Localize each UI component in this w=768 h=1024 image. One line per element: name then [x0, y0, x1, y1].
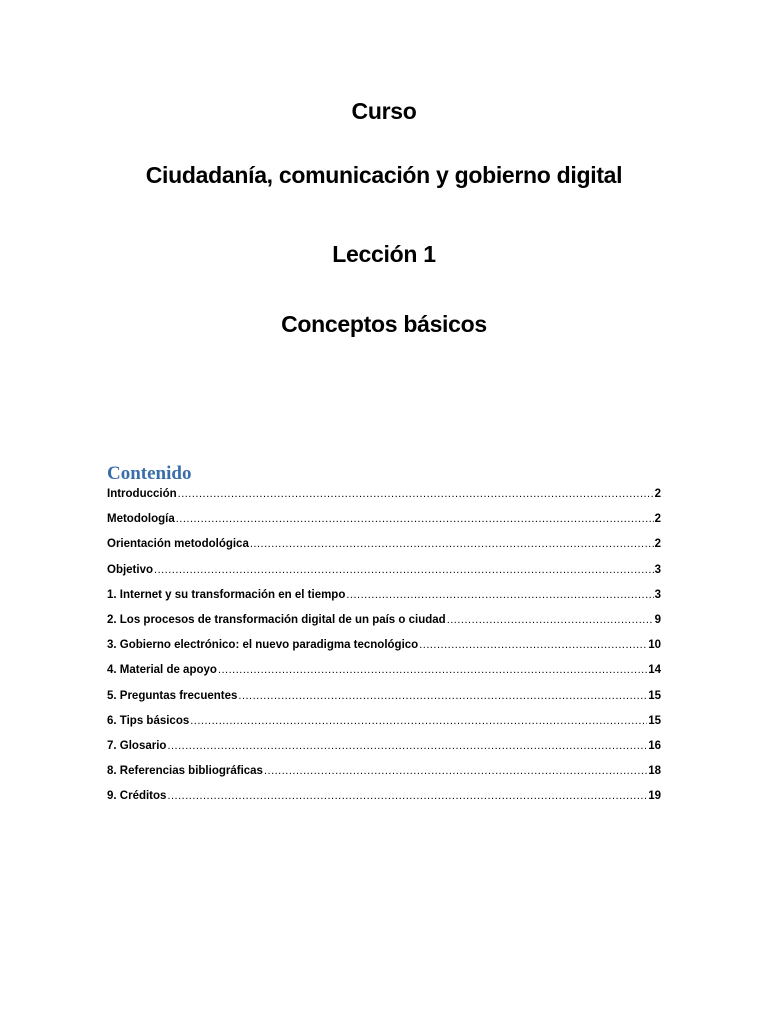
toc-heading: Contenido	[107, 463, 192, 484]
toc-entry[interactable]	[107, 589, 661, 614]
toc-entry[interactable]	[107, 790, 661, 815]
toc-entry[interactable]	[107, 614, 661, 639]
toc-entry-label: 8. Referencias bibliográficas	[107, 765, 263, 778]
toc-entry-page: 3	[654, 588, 661, 601]
toc-dot-leader	[419, 639, 647, 651]
toc-entry-page: 2	[654, 513, 661, 526]
toc-entry-page: 3	[654, 563, 661, 576]
toc-dot-leader	[154, 564, 654, 576]
toc-entry[interactable]	[107, 664, 661, 689]
toc-entry-page: 19	[648, 790, 661, 803]
toc-entry-page: 15	[648, 689, 661, 702]
toc-entry-page: 2	[654, 488, 661, 500]
toc-entry-label: 9. Créditos	[107, 790, 167, 803]
toc-list	[107, 488, 661, 815]
toc-entry[interactable]	[107, 538, 661, 563]
toc-entry[interactable]	[107, 690, 661, 715]
toc-entry-label: 7. Glosario	[107, 739, 167, 752]
toc-entry-page: 18	[648, 765, 661, 778]
toc-entry-label: Metodología	[107, 513, 175, 526]
toc-entry-page: 9	[654, 613, 661, 626]
toc-entry-page: 10	[648, 639, 661, 652]
toc-entry[interactable]	[107, 715, 661, 740]
toc-entry-page: 2	[654, 538, 661, 551]
toc-entry-label: Introducción	[107, 488, 177, 500]
toc-dot-leader	[167, 790, 647, 802]
toc-entry-page: 15	[648, 714, 661, 727]
toc-entry[interactable]	[107, 765, 661, 790]
toc-entry[interactable]	[107, 488, 661, 513]
toc-entry-page: 16	[648, 739, 661, 752]
table-of-contents	[107, 462, 661, 815]
course-label: Curso	[351, 98, 417, 124]
toc-dot-leader	[447, 614, 654, 626]
toc-entry-label: 3. Gobierno electrónico: el nuevo paradigma tecnológico	[107, 639, 419, 652]
toc-entry-label: 4. Material de apoyo	[107, 664, 217, 677]
toc-entry[interactable]	[107, 639, 661, 664]
toc-dot-leader	[178, 488, 654, 500]
toc-dot-leader	[167, 740, 647, 752]
toc-entry-label: 1. Internet y su transformación en el tiempo	[107, 588, 346, 601]
lesson-topic: Conceptos básicos	[281, 311, 487, 337]
course-name: Ciudadanía, comunicación y gobierno digital	[145, 162, 623, 188]
toc-entry[interactable]	[107, 513, 661, 538]
lesson-label: Lección 1	[332, 241, 436, 267]
toc-entry[interactable]	[107, 564, 661, 589]
toc-entry-label: 2. Los procesos de transformación digital de un país o ciudad	[107, 613, 446, 626]
toc-entry-label: 6. Tips básicos	[107, 714, 190, 727]
toc-dot-leader	[176, 513, 654, 525]
toc-dot-leader	[218, 664, 647, 676]
toc-entry-label: 5. Preguntas frecuentes	[107, 689, 238, 702]
toc-dot-leader	[238, 690, 647, 702]
toc-entry-page: 14	[648, 664, 661, 677]
toc-entry-label: Objetivo	[107, 563, 154, 576]
toc-dot-leader	[346, 589, 653, 601]
toc-entry-label: Orientación metodológica	[107, 538, 249, 551]
toc-dot-leader	[250, 538, 654, 550]
toc-dot-leader	[264, 765, 647, 777]
toc-entry[interactable]	[107, 740, 661, 765]
toc-dot-leader	[190, 715, 647, 727]
